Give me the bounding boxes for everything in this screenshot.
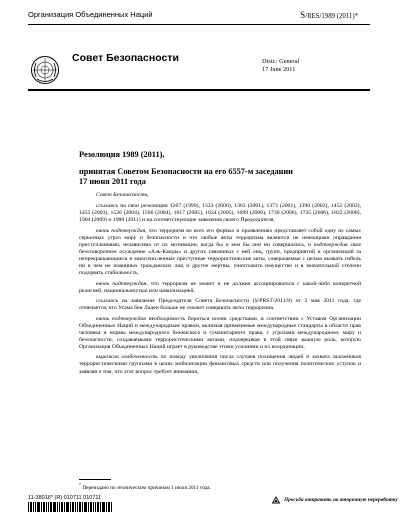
- footnote-rule: [79, 479, 111, 480]
- council-title: Совет Безопасности: [72, 52, 179, 64]
- resolution-body: [79, 192, 361, 379]
- distribution-line: Distr.: General: [262, 58, 300, 65]
- footnote: [79, 482, 211, 491]
- footnote-text: Переиздано по техническим причинам 1 июля 2011 года.: [82, 484, 211, 491]
- preamble-paragraph: вновь подтверждая, что терроризм во всех его формах и проявлениях представляет собой одну из самых серьезных угроз миру и безопасности и что любые акты терроризма являются не имеющими оправдания преступлениями, независимо от их мотивации, когда бы и кем бы они ни совершались, и подтверждая свое безоговорочное осуждение «Аль-Каиды» и других связанных с ней лиц, групп, предприятий и организаций за непрекращающиеся и многочисленные преступные террористические акты, совершаемые с целью вызвать гибель ни в чем не повинных гражданских лиц и другие жертвы, уничтожить имущество и в значительной степени подорвать стабильность,: [79, 227, 361, 276]
- date-line: 17 June 2011: [262, 66, 296, 73]
- preamble-paragraph: ссылаясь на свои резолюции 1267 (1999), 1333 (2000), 1363 (2001), 1373 (2001), 1390 (2002), 1452 (2002), 1455 (2003), 1526 (2004), 1566 (2004), 1617 (2005), 1624 (2005), 1699 (2006), 1730 (2006), 1735 (2006), 1822 (2008), 1904 (2009) и 1988 (2011) и на соответствующие заявления своего Председателя,: [79, 203, 361, 224]
- preamble-paragraph: ссылаясь на заявление Председателя Совета Безопасности (S/PRST/2011/9) от 2 мая 2011 года, где отмечается, что Усама бен Ладен больше не сможет совершать акты терроризма,: [79, 298, 361, 312]
- opening-line: Совет Безопасности,: [96, 192, 149, 198]
- barcode-icon: [28, 502, 123, 512]
- organization-name: Организация Объединенных Наций: [28, 10, 153, 19]
- un-emblem-icon: [30, 55, 60, 85]
- preamble-paragraph: выражая озабоченность по поводу увеличения числа случаев похищения людей и захвата заложников террористическими группами в целях мобилизации финансовых средств или получения политических уступок и заявляя о том, что этот вопрос требует внимания,: [79, 354, 362, 375]
- document-symbol: [300, 10, 358, 20]
- document-symbol-number: /RES/1989 (2011)*: [305, 13, 358, 20]
- adoption-statement: [79, 167, 339, 186]
- document-footer: [28, 494, 398, 514]
- distribution-info: [262, 58, 299, 74]
- document-code: 11-38016* (R) 010711 010711: [28, 495, 102, 501]
- recycle-icon: [271, 496, 281, 506]
- recycle-notice: Просьба отправить на вторичную переработку: [284, 497, 398, 503]
- footnote-mark: *: [79, 482, 81, 487]
- title-rule: [28, 89, 370, 91]
- adoption-date: 17 июня 2011 года: [79, 176, 146, 186]
- document-symbol-letter: S: [300, 10, 306, 20]
- resolution-number: Резолюция 1989 (2011),: [79, 150, 165, 159]
- adoption-line: принятая Советом Безопасности на его 6557-м заседании: [79, 167, 293, 176]
- preamble-paragraph: вновь подтверждая, что терроризм не может и не должен ассоциироваться с какой-либо конкретной религией, национальностью или цивилизацией,: [79, 280, 361, 294]
- header-rule: [28, 24, 370, 25]
- preamble-paragraph: вновь подтверждая необходимость бороться всеми средствами, в соответствии с Уставом Организации Объединенных Наций и международным правом, включая применимые международные стандарты в области прав человека и нормы международного беженского и гуманитарного права, с угрозами международному миру и безопасности, создаваемыми террористическими актами, подчеркивая в этой связи важную роль, которую Организация Объединенных Наций играет в руководстве этими усилиями и их координации,: [79, 315, 361, 350]
